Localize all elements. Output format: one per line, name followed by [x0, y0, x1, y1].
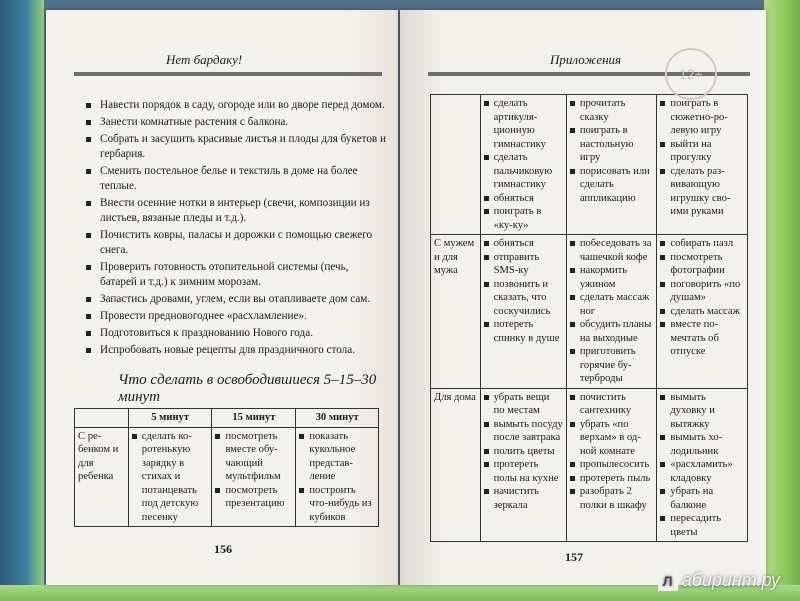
list-item: посмотреть фотографии	[660, 251, 744, 278]
table-cell	[480, 388, 566, 542]
list-item: сделать коротенькую зарядку в стихах и потанцевать под детскую песенку	[132, 430, 209, 525]
list-item: Внести осенние нотки в интерьер (свечи, композиции из листьев, вязаные пледы и т.д.).	[86, 196, 386, 226]
list-item: сделать артикуляционную гимнастику	[484, 97, 563, 151]
list-item: Запастись дровами, углем, если вы отапливаете дом сам.	[86, 292, 386, 307]
row-label	[431, 95, 481, 235]
list-item: Сменить постельное белье и текстиль в доме на более теплые.	[86, 164, 386, 194]
table-header-row	[75, 409, 379, 428]
cell-list	[570, 97, 654, 205]
page-number: 157	[565, 550, 583, 564]
list-item: порисовать или сделать аппликацию	[570, 165, 654, 206]
cell-list	[484, 391, 563, 513]
list-item: сделать массаж ног	[570, 291, 654, 318]
cell-list	[484, 97, 563, 232]
table-cell	[212, 427, 296, 527]
list-item: начистить зеркала	[484, 485, 563, 512]
list-item: Проверить готовность отопительной системы (печь, батарей и т.д.) к зимним морозам.	[86, 260, 386, 290]
list-item: Навести порядок в саду, огороде или во дворе перед домом.	[86, 98, 386, 113]
bullet-list	[86, 98, 386, 360]
list-item: посмотреть презентацию	[215, 484, 292, 511]
cell-list	[660, 97, 744, 219]
cell-list	[132, 430, 209, 525]
list-item: полить цветы	[484, 445, 563, 459]
list-item: Подготовиться к празднованию Нового года.	[86, 326, 386, 341]
list-item: разобрать 2 полки в шкафу	[570, 485, 654, 512]
table-cell	[657, 235, 748, 389]
cell-list	[299, 430, 375, 525]
list-item: сделать пальчиковую гимнастику	[484, 151, 563, 192]
list-item: выйти на прогулку	[660, 138, 744, 165]
watermark-logo-icon: Л	[658, 571, 678, 591]
row-label: С ребенком и для ребенка	[75, 427, 129, 527]
section-title: Что сделать в освободившиеся 5–15–30 минут	[118, 372, 377, 405]
list-item: обняться	[484, 237, 563, 251]
list-item: побеседовать за чашечкой кофе	[570, 237, 654, 264]
list-item: позвонить и сказать, что соскучились	[484, 278, 563, 319]
list-item: пересадить цветы	[660, 512, 744, 539]
table-cell	[566, 388, 657, 542]
list-item: накормить ужином	[570, 264, 654, 291]
list-item: Почистить ковры, паласы и дорожки с помощью свежего снега.	[86, 228, 386, 258]
column-header: 15 минут	[212, 409, 296, 428]
table-row	[431, 95, 748, 235]
table-cell	[480, 95, 566, 235]
cell-list	[215, 430, 292, 511]
table-row	[75, 427, 379, 527]
list-item: поиграть в настольную игру	[570, 124, 654, 165]
table-cell	[566, 95, 657, 235]
row-label: С мужем и для мужа	[431, 235, 481, 389]
list-item: поговорить «по душам»	[660, 278, 744, 305]
time-table	[74, 408, 379, 527]
list-item: убрать на балконе	[660, 485, 744, 512]
column-header	[75, 409, 129, 428]
time-table-continued	[430, 94, 748, 542]
running-head: Приложения	[550, 52, 622, 67]
list-item: вымыть духовку и вытяжку	[660, 391, 744, 432]
list-item: посмотреть вместе обучающий мультфильм	[215, 430, 292, 484]
list-item: собирать пазл	[660, 237, 744, 251]
column-header: 30 минут	[296, 409, 379, 428]
list-item: Провести предновогоднее «расхламление».	[86, 309, 386, 324]
row-label: Для дома	[431, 388, 481, 542]
page-number: 156	[214, 542, 232, 556]
list-item: обсудить планы на выходные	[570, 318, 654, 345]
list-item: построить что-нибудь из кубиков	[299, 484, 375, 525]
list-item: убрать вещи по местам	[484, 391, 563, 418]
list-item: убрать «по верхам» в одной комнате	[570, 418, 654, 459]
list-item: приготовить горячие бутерброды	[570, 345, 654, 386]
list-item: прочитать сказку	[570, 97, 654, 124]
left-page	[46, 10, 398, 585]
cell-list	[484, 237, 563, 345]
table-cell	[296, 427, 379, 527]
table-cell	[657, 95, 748, 235]
table-cell	[566, 235, 657, 389]
cell-list	[570, 391, 654, 513]
table-cell	[480, 235, 566, 389]
list-item: протереть полы на кухне	[484, 458, 563, 485]
watermark	[658, 570, 780, 591]
age-rating-badge: 12+	[665, 48, 717, 100]
list-item: Собрать и засушить красивые листья и плоды для букетов и гербария.	[86, 132, 386, 162]
watermark-text: абиринт.ру	[681, 570, 780, 590]
list-item: вымыть холодильник	[660, 431, 744, 458]
book-cover-left	[0, 0, 44, 601]
cell-list	[570, 237, 654, 386]
right-page	[400, 10, 766, 585]
list-item: показать кукольное представление	[299, 430, 375, 484]
cell-list	[660, 237, 744, 359]
list-item: Занести комнатные растения с балкона.	[86, 115, 386, 130]
table-row	[431, 388, 748, 542]
list-item: Испробовать новые рецепты для праздничного стола.	[86, 343, 386, 358]
list-item: поиграть в сюжетно-ролевую игру	[660, 97, 744, 138]
list-item: поиграть в «ку-ку»	[484, 205, 563, 232]
list-item: почистить сантехнику	[570, 391, 654, 418]
running-head: Нет бардаку!	[166, 52, 243, 67]
list-item: сделать массаж	[660, 305, 744, 319]
list-item: обняться	[484, 192, 563, 206]
table-cell	[657, 388, 748, 542]
table-cell	[128, 427, 212, 527]
table-row	[431, 235, 748, 389]
list-item: отправить SMS-ку	[484, 251, 563, 278]
list-item: вместе помечтать об отпуске	[660, 318, 744, 359]
list-item: пропылесосить	[570, 458, 654, 472]
list-item: «расхламить» кладовку	[660, 458, 744, 485]
list-item: вымыть посуду после завтрака	[484, 418, 563, 445]
cell-list	[660, 391, 744, 540]
column-header: 5 минут	[128, 409, 212, 428]
header-rule	[74, 72, 382, 76]
list-item: потереть спинку в душе	[484, 318, 563, 345]
list-item: сделать развивающую игрушку своими руками	[660, 165, 744, 219]
book-cover-right	[764, 0, 800, 601]
list-item: протереть пыль	[570, 472, 654, 486]
